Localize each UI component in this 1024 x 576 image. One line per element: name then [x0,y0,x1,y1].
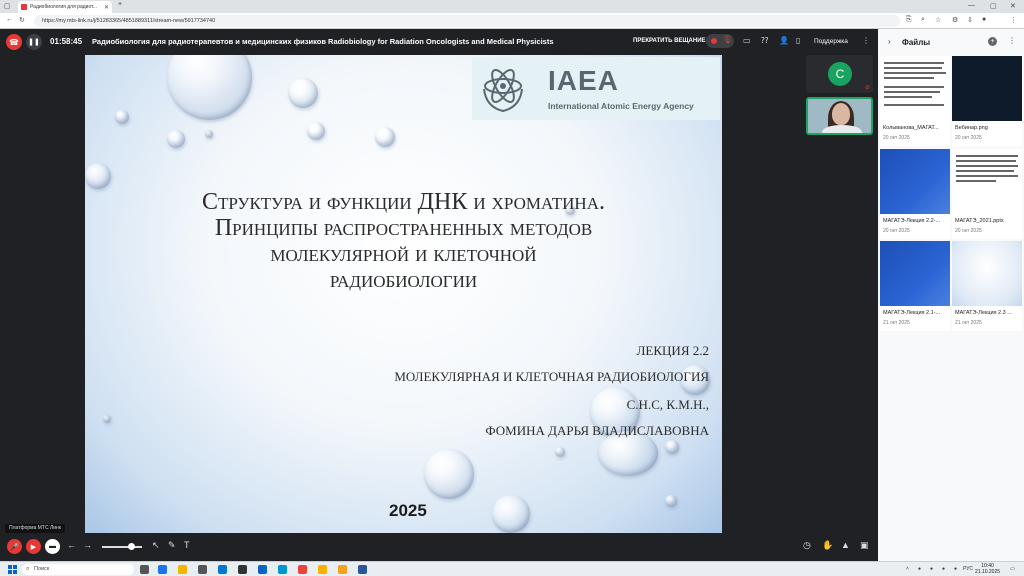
file-date: 20 окт 2025 [883,228,910,234]
edge-icon[interactable] [158,565,167,574]
slide-title-line: радиобиологии [329,267,478,293]
downloads-icon[interactable]: ⇩ [967,17,973,24]
file-name: МАГАТЭ-Лекция 2.3 ... [955,310,1012,316]
new-tab-icon[interactable]: + [118,1,123,8]
url-field[interactable]: https://my.mts-link.ru/j/51283365/4851889311/stream-new/5917734740 [34,15,900,27]
file-name: МАГАТЭ-Лекция 2.2-... [883,218,941,224]
presentation-stage [0,55,878,533]
more-icon[interactable]: ⋮ [862,36,870,45]
zoom-slider-track[interactable] [102,546,142,548]
slide-title [105,189,702,293]
file-card[interactable] [880,149,950,239]
water-drop [85,163,111,189]
water-drop [103,415,111,423]
water-drop [424,449,474,499]
participant-face [832,103,850,125]
author-name: ФОМИНА ДАРЬЯ ВЛАДИСЛАВОВНА [485,423,709,438]
water-drop [167,55,252,120]
tray-chevron-icon[interactable]: ˄ [906,566,909,572]
file-card[interactable] [952,56,1022,146]
chat-icon[interactable]: ▭ [743,36,751,45]
taskbar-clock[interactable] [975,563,1000,575]
tray-app-icon[interactable]: ● [942,566,946,572]
record-dot-icon [711,38,717,44]
screen-share-button[interactable] [45,539,60,554]
participant-video-tile[interactable] [806,97,873,135]
explorer-icon[interactable] [178,565,187,574]
windows-start-icon[interactable] [8,565,17,574]
file-card[interactable] [880,56,950,146]
platform-label: Платформа МТС Линк [5,524,65,533]
mic-off-icon: ⊘ [864,85,870,91]
iaea-full-name: International Atomic Energy Agency [548,101,694,111]
extensions-icon[interactable]: ⚙ [952,17,959,24]
word-icon[interactable] [358,565,367,574]
mic-muted-icon: 🎙 [722,35,733,44]
file-card[interactable] [952,241,1022,331]
file-thumbnail [880,56,950,121]
close-window-icon[interactable]: ✕ [1010,3,1016,10]
task-view-icon[interactable] [140,565,149,574]
file-thumbnail [880,149,950,214]
search-placeholder: Поиск [34,566,50,572]
slide-year: 2025 [389,501,427,520]
pause-icon: ❚❚ [28,39,40,46]
files-panel-header [878,29,1024,55]
dropbox-icon[interactable] [258,565,267,574]
recording-indicator[interactable] [706,34,734,48]
close-tab-icon[interactable]: ✕ [103,4,109,11]
water-drop [205,130,213,138]
participant-body [822,125,862,135]
file-date: 20 окт 2025 [883,135,910,141]
pause-button[interactable] [26,34,42,50]
file-thumbnail [952,241,1022,306]
tray-app-icon[interactable]: ● [954,566,958,572]
clock-time: 10:40 [981,563,994,569]
files-panel-title: Файлы [902,38,931,47]
zoom-icon[interactable]: ⌕ [921,16,925,23]
iaea-name: IAEA [548,65,619,96]
browser-tab[interactable] [18,1,112,13]
questions-icon[interactable]: ⁇ [761,36,769,45]
meeting-top-bar [0,29,878,55]
lecture-number: ЛЕКЦИЯ 2.2 [636,343,709,358]
pointer-tool-icon[interactable]: ↖ [152,540,160,550]
water-drop [115,110,129,124]
participants-icon[interactable]: 👤 [779,36,789,45]
file-thumbnail [880,241,950,306]
screen-share-icon: ▬ [49,543,56,550]
hp-icon[interactable] [278,565,287,574]
files-icon[interactable]: ▯ [796,36,801,45]
end-call-button[interactable] [6,34,22,50]
tray-app-icon[interactable]: ● [918,566,922,572]
files-more-icon[interactable]: ⋮ [1008,36,1016,45]
store-icon[interactable] [198,565,207,574]
windows-taskbar [0,561,1024,576]
file-name: МАГАТЭ_2021.pptx [955,218,1004,224]
next-slide-icon[interactable]: → [83,540,92,550]
tray-app-icon[interactable]: ● [930,566,934,572]
meeting-title: Радиобиология для радиотерапевтов и медицинских физиков Radiobiology for Radiation Oncologists and Medical Physicists [92,37,554,46]
file-date: 21 окт 2025 [883,320,910,326]
tab-title: Радиобиология для радиот... [30,4,98,10]
reaction-icon[interactable]: ▲ [841,540,850,550]
file-date: 21 окт 2025 [955,320,982,326]
water-drop [288,78,318,108]
file-date: 20 окт 2025 [955,228,982,234]
reload-icon[interactable]: ↻ [19,17,25,24]
timer-icon[interactable]: ◷ [803,540,811,550]
mail-icon[interactable] [218,565,227,574]
slide-title-line: Структура и функции ДНК и хроматина. [202,189,605,215]
tab-list-icon[interactable]: ▢ [4,3,11,10]
avatar: С [828,62,852,86]
mic-toggle-button[interactable] [7,539,22,554]
browser-menu-icon[interactable]: ⋮ [1010,17,1017,24]
water-drop [307,122,325,140]
mic-off-icon: 🎤 [10,543,19,551]
file-name: Вебинар.png [955,125,988,131]
course-name: МОЛЕКУЛЯРНАЯ И КЛЕТОЧНАЯ РАДИОБИОЛОГИЯ [394,369,709,384]
file-card[interactable] [952,149,1022,239]
support-button[interactable]: Поддержка [814,38,848,45]
add-file-button[interactable]: + [988,37,997,46]
water-drop [555,447,565,457]
layout-icon[interactable]: ▣ [860,540,869,550]
collapse-chevron-icon[interactable]: › [888,37,891,46]
water-drop [167,130,185,148]
yandex-icon[interactable] [318,565,327,574]
water-drop [665,440,679,454]
slide-title-line: Принципы распространенных методов [214,215,593,241]
cast-icon[interactable]: ⎘ [906,16,912,23]
keyboard-language[interactable]: РУС [963,566,974,572]
raise-hand-icon[interactable]: ✋ [822,540,834,550]
file-name: Колыванова_МАГАТ... [883,125,939,131]
browser-tab-bar [0,0,1024,13]
maximize-icon[interactable]: ▢ [990,3,997,10]
author-degree: С.Н.С, К.М.Н., [626,397,709,412]
water-drop [375,127,395,147]
clock-date: 21.10.2025 [975,569,1001,575]
pen-tool-icon[interactable]: ✎ [168,540,176,550]
notification-icon[interactable]: ▭ [1010,566,1015,572]
water-drop [665,495,677,507]
text-tool-icon[interactable]: T [184,540,190,550]
file-date: 20 окт 2025 [955,135,982,141]
participant-tile[interactable] [806,55,873,93]
iaea-atom-logo-icon [478,61,528,115]
amazon-icon[interactable] [238,565,247,574]
favicon-icon [21,4,27,10]
zoom-slider-handle[interactable] [128,543,135,550]
file-thumbnail [952,56,1022,121]
prev-slide-icon[interactable]: ← [67,540,76,550]
iaea-logo-banner [472,57,720,120]
profile-icon[interactable]: ● [982,16,987,23]
file-card[interactable] [880,241,950,331]
file-name: МАГАТЭ-Лекция 2.1-... [883,310,941,316]
app-icon[interactable] [338,565,347,574]
taskbar-search[interactable] [22,564,134,575]
camera-toggle-button[interactable] [26,539,41,554]
bookmark-star-icon[interactable]: ☆ [935,17,942,24]
presentation-slide [85,55,722,533]
water-drop [492,495,530,533]
chrome-icon[interactable] [298,565,307,574]
stop-broadcast-button[interactable]: ПРЕКРАТИТЬ ВЕЩАНИЕ [633,38,706,44]
minimize-icon[interactable]: — [968,2,975,9]
address-bar-row [0,13,1024,29]
file-thumbnail [952,149,1022,214]
slide-title-line: молекулярной и клеточной [270,241,537,267]
back-icon[interactable]: ← [6,16,13,23]
hangup-icon: ☎ [9,37,19,47]
search-icon: ⌕ [26,566,30,572]
broadcast-timer: 01:58:45 [50,37,83,46]
camera-off-icon: ▶ [30,543,37,551]
files-panel [878,29,1024,561]
